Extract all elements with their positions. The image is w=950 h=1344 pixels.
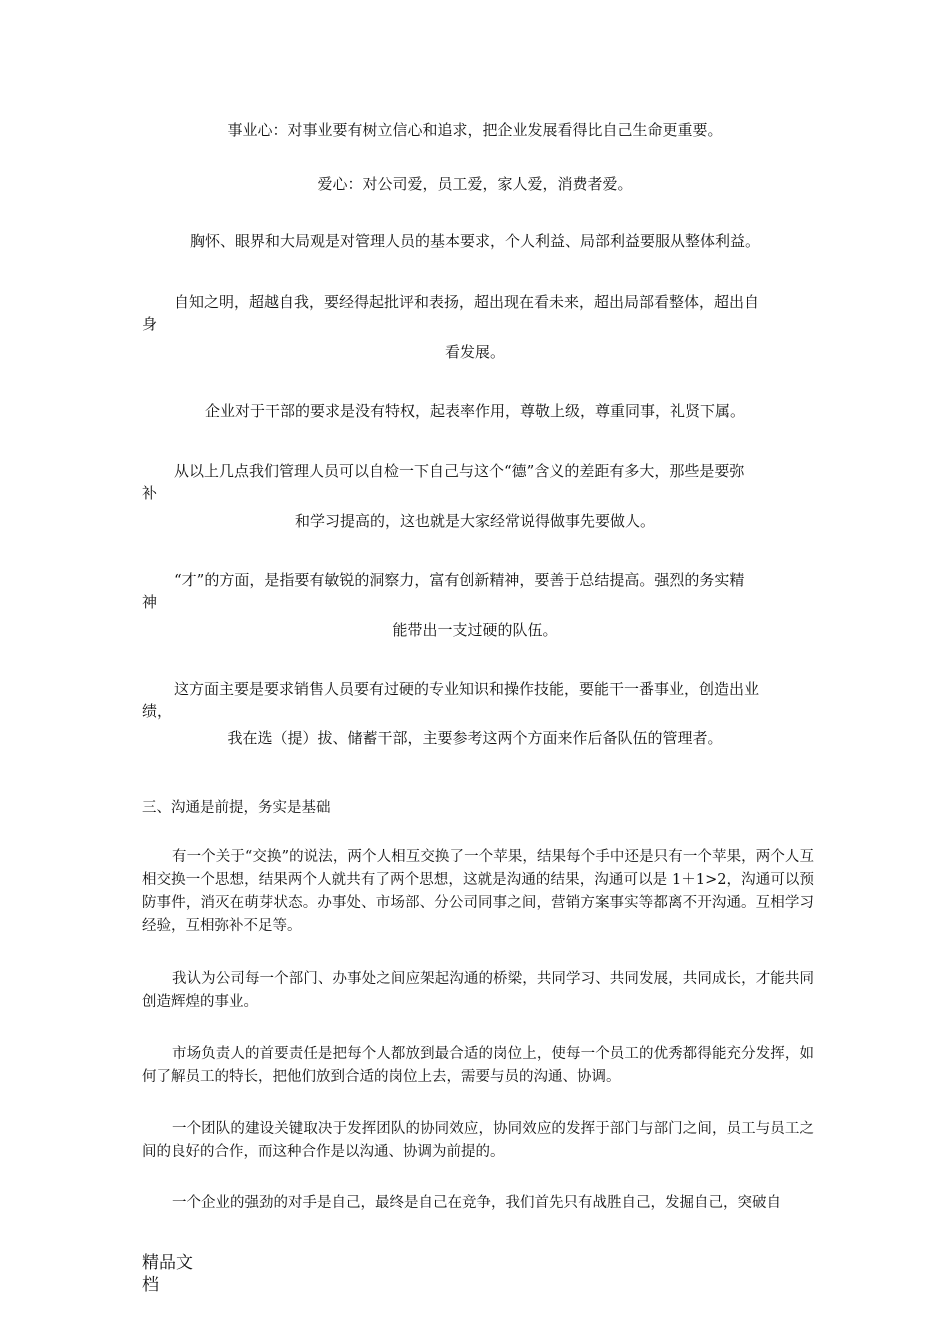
text-line-self-check: 从以上几点我们管理人员可以自检一下自己与这个“德”含义的差距有多大，那些是要弥 xyxy=(174,462,745,480)
text-line-talent: “才”的方面，是指要有敏锐的洞察力，富有创新精神，要善于总结提高。强烈的务实精 xyxy=(174,571,745,589)
footer-line-1: 精品文 xyxy=(142,1253,193,1273)
paragraph-exchange xyxy=(142,846,814,938)
text-line-love: 爱心：对公司爱，员工爱，家人爱，消费者爱。 xyxy=(317,175,633,193)
paragraph-bridge-text: 我认为公司每一个部门、办事处之间应架起沟通的桥梁，共同学习、共同发展，共同成长，才能共同创造辉煌的事业。 xyxy=(142,971,814,1010)
paragraph-market-leader xyxy=(142,1043,814,1089)
paragraph-market-leader-text: 市场负责人的首要责任是把每个人都放到最合适的岗位上，使每一个员工的优秀都得能充分发挥，如何了解员工的特长，把他们放到合适的岗位上去，需要与员的沟通、协调。 xyxy=(142,1046,814,1085)
text-line-sales-skills-end: 我在选（提）拔、储蓄干部，主要参考这两个方面来作后备队伍的管理者。 xyxy=(227,729,723,747)
text-line-talent-wrap: 神 xyxy=(142,593,158,611)
text-line-self-knowledge: 自知之明，超越自我，要经得起批评和表扬，超出现在看未来，超出局部看整体，超出自 xyxy=(174,293,760,311)
paragraph-team-synergy-text: 一个团队的建设关键取决于发挥团队的协同效应，协同效应的发挥于部门与部门之间，员工与员工之间的良好的合作，而这种合作是以沟通、协调为前提的。 xyxy=(142,1121,814,1160)
footer-watermark xyxy=(142,1252,212,1296)
text-line-sales-skills: 这方面主要是要求销售人员要有过硬的专业知识和操作技能，要能干一番事业，创造出业 xyxy=(174,680,760,698)
text-line-self-knowledge-end: 看发展。 xyxy=(444,343,505,361)
text-line-self-knowledge-wrap: 身 xyxy=(142,315,158,333)
text-line-talent-end: 能带出一支过硬的队伍。 xyxy=(392,621,558,639)
paragraph-bridge xyxy=(142,968,814,1014)
footer-line-2: 档 xyxy=(142,1275,159,1295)
paragraph-competitor-text: 一个企业的强劲的对手是自己，最终是自己在竞争，我们首先只有战胜自己，发掘自己，突破自 xyxy=(172,1195,781,1211)
text-line-self-check-end: 和学习提高的，这也就是大家经常说得做事先要做人。 xyxy=(294,512,655,530)
paragraph-competitor xyxy=(142,1192,814,1215)
paragraph-team-synergy xyxy=(142,1118,814,1164)
text-line-cadre-requirements: 企业对于干部的要求是没有特权，起表率作用，尊敬上级，尊重同事，礼贤下属。 xyxy=(204,402,745,420)
text-line-self-check-wrap: 补 xyxy=(142,484,158,502)
text-line-sales-skills-wrap: 绩， xyxy=(142,702,173,720)
paragraph-exchange-text: 有一个关于“交换”的说法，两个人相互交换了一个苹果，结果每个手中还是只有一个苹果，两个人互相交换一个思想，结果两个人就共有了两个思想，这就是沟通的结果，沟通可以是 1＋1>2，沟通可以预防事件，消灭在萌芽状态。办事处、市场部、分公司同事之间，营销方案事实等都离不开沟通。互相学习经验，互相弥补不足等。 xyxy=(142,849,814,934)
text-line-ambition: 事业心：对事业要有树立信心和追求，把企业发展看得比自己生命更重要。 xyxy=(227,121,723,139)
text-line-vision: 胸怀、眼界和大局观是对管理人员的基本要求，个人利益、局部利益要服从整体利益。 xyxy=(189,232,760,250)
section-heading: 三、沟通是前提，务实是基础 xyxy=(142,800,331,816)
